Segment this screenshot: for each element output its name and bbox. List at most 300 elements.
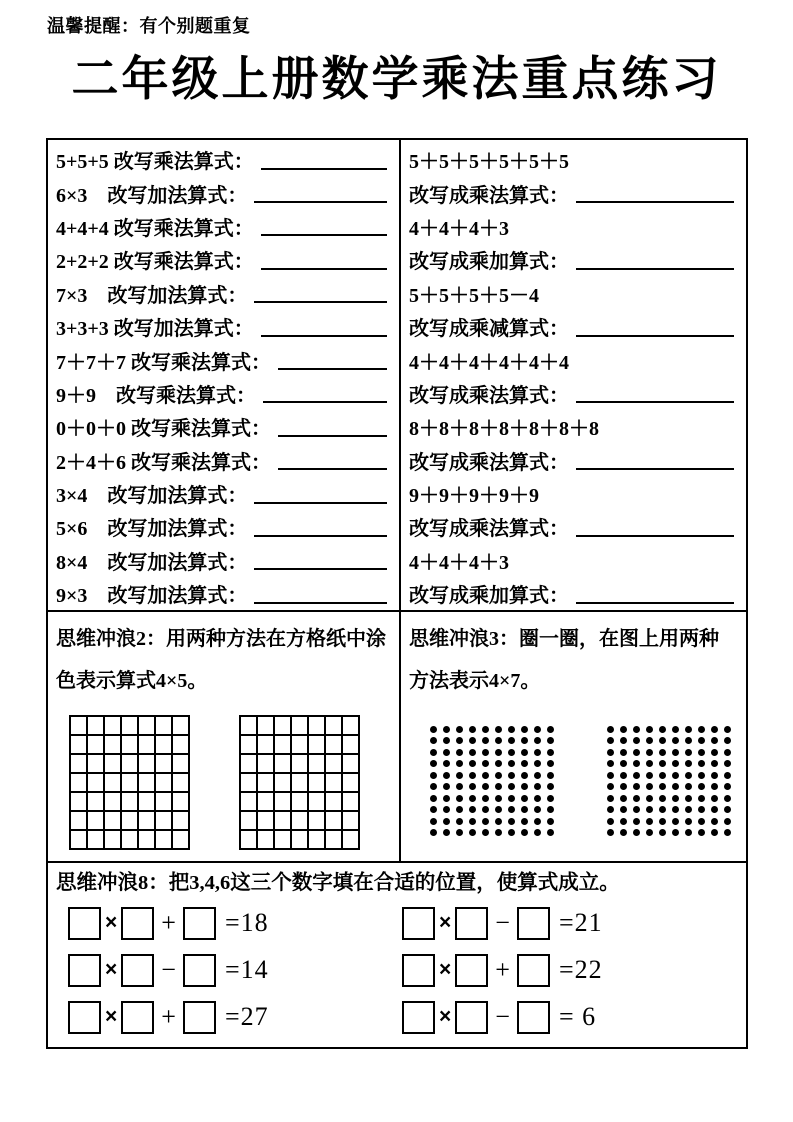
equation-row <box>402 906 736 940</box>
dot <box>430 726 437 733</box>
dot <box>646 829 653 836</box>
dot <box>607 749 614 756</box>
dot <box>521 818 528 825</box>
question-row <box>409 577 736 610</box>
grid-cell <box>326 831 343 850</box>
dot <box>430 737 437 744</box>
dot <box>633 749 640 756</box>
dot <box>469 829 476 836</box>
grid-cell <box>309 736 326 755</box>
dot <box>534 772 541 779</box>
dot <box>711 749 718 756</box>
dot <box>547 795 554 802</box>
fill-in-box <box>121 1001 154 1034</box>
dot <box>443 737 450 744</box>
grid-cell <box>173 736 190 755</box>
thinking-surf-8-section <box>48 863 746 1047</box>
multiply-operator: × <box>439 1005 452 1028</box>
grid-cell <box>241 831 258 850</box>
question-row <box>409 310 736 343</box>
question-row <box>409 343 736 376</box>
dot <box>698 726 705 733</box>
grid-cell <box>292 812 309 831</box>
question-row <box>56 243 389 276</box>
dot <box>607 829 614 836</box>
grid-cell <box>241 736 258 755</box>
fill-in-box <box>183 907 216 940</box>
add-subtract-operator: − <box>495 908 510 937</box>
dot <box>711 726 718 733</box>
grid-cell <box>173 831 190 850</box>
dot <box>443 795 450 802</box>
answer-blank-line <box>278 468 387 470</box>
question-row <box>56 343 389 376</box>
dot <box>508 806 515 813</box>
question-row <box>56 544 389 577</box>
dot <box>482 772 489 779</box>
dot <box>456 749 463 756</box>
thinking-surf-3-heading: 思维冲浪3：圈一圈，在图上用两种方法表示4×7。 <box>409 628 719 693</box>
question-row <box>56 410 389 443</box>
grid-cell <box>309 755 326 774</box>
dot <box>672 818 679 825</box>
dot <box>495 760 502 767</box>
grid-cell <box>88 831 105 850</box>
answer-blank-line <box>261 234 387 236</box>
question-text: 3×4 改写加法算式： <box>56 485 248 508</box>
grid-cell <box>343 736 360 755</box>
grid-cell <box>122 793 139 812</box>
dot <box>547 737 554 744</box>
dot <box>724 783 731 790</box>
dot <box>620 737 627 744</box>
grid-cell <box>258 736 275 755</box>
dot <box>547 829 554 836</box>
dot <box>456 829 463 836</box>
dot <box>443 783 450 790</box>
dot <box>685 749 692 756</box>
grid-cell <box>326 793 343 812</box>
dot <box>724 829 731 836</box>
grid-cell <box>343 774 360 793</box>
dot <box>711 829 718 836</box>
equation-row <box>402 1000 736 1034</box>
equation-row <box>68 953 402 987</box>
dot <box>607 726 614 733</box>
dot-array <box>427 723 557 838</box>
fill-in-box <box>455 907 488 940</box>
dot <box>633 737 640 744</box>
grid-cell <box>258 717 275 736</box>
grid-cell <box>71 755 88 774</box>
grid-cell <box>309 831 326 850</box>
fill-in-box <box>402 1001 435 1034</box>
dot <box>482 783 489 790</box>
question-row <box>409 143 736 176</box>
question-row <box>409 477 736 510</box>
dot <box>430 829 437 836</box>
dot <box>633 783 640 790</box>
grid-paper <box>239 715 360 850</box>
grid-cell <box>292 755 309 774</box>
grid-cell <box>275 755 292 774</box>
dot <box>508 749 515 756</box>
dot <box>620 749 627 756</box>
grid-paper <box>69 715 190 850</box>
grid-cell <box>292 774 309 793</box>
dot <box>521 806 528 813</box>
dot <box>547 760 554 767</box>
grid-cell <box>88 774 105 793</box>
dot <box>508 726 515 733</box>
grid-cell <box>309 717 326 736</box>
grid-cell <box>343 812 360 831</box>
question-row <box>409 444 736 477</box>
fill-in-box <box>402 954 435 987</box>
dot <box>456 818 463 825</box>
grid-cell <box>258 774 275 793</box>
fill-in-box <box>183 1001 216 1034</box>
question-text: 5×6 改写加法算式： <box>56 518 248 541</box>
dot <box>607 795 614 802</box>
question-row <box>56 377 389 410</box>
dot <box>672 737 679 744</box>
dot <box>659 829 666 836</box>
thinking-surf-3-cell <box>401 612 746 861</box>
question-text: 改写成乘减算式： <box>409 318 569 341</box>
dot <box>659 726 666 733</box>
question-text: 0＋0＋0 改写乘法算式： <box>56 418 271 441</box>
grid-cell <box>139 812 156 831</box>
dot <box>482 806 489 813</box>
grid-cell <box>343 755 360 774</box>
fill-in-box <box>121 907 154 940</box>
thinking-surf-8-heading: 思维冲浪8：把3,4,6这三个数字填在合适的位置，使算式成立。 <box>56 872 620 894</box>
multiply-operator: × <box>105 958 118 981</box>
dot <box>508 783 515 790</box>
dot <box>547 806 554 813</box>
dot <box>495 783 502 790</box>
grid-cell <box>326 774 343 793</box>
dot <box>607 737 614 744</box>
equation-row <box>68 1000 402 1034</box>
grid-cell <box>105 717 122 736</box>
dot <box>469 818 476 825</box>
equation-row <box>68 906 402 940</box>
question-row <box>409 176 736 209</box>
answer-blank-line <box>278 368 387 370</box>
dot <box>430 760 437 767</box>
dot <box>698 829 705 836</box>
dot <box>443 726 450 733</box>
dot <box>469 749 476 756</box>
dot <box>711 737 718 744</box>
dot <box>607 783 614 790</box>
fill-in-box <box>68 1001 101 1034</box>
dot <box>685 737 692 744</box>
dot <box>607 818 614 825</box>
dot <box>469 760 476 767</box>
dot <box>430 818 437 825</box>
dot <box>659 737 666 744</box>
dot <box>495 737 502 744</box>
dot <box>469 783 476 790</box>
dot <box>633 806 640 813</box>
reminder-note: 温馨提醒：有个别题重复 <box>47 16 251 36</box>
question-row <box>56 477 389 510</box>
grid-cell <box>139 736 156 755</box>
add-subtract-operator: − <box>161 955 176 984</box>
dot <box>495 772 502 779</box>
dot <box>685 795 692 802</box>
question-row <box>409 243 736 276</box>
dot <box>698 772 705 779</box>
dot <box>521 783 528 790</box>
add-subtract-operator: + <box>161 1002 176 1031</box>
dot <box>430 806 437 813</box>
question-row <box>56 277 389 310</box>
multiply-operator: × <box>105 911 118 934</box>
grid-cell <box>105 774 122 793</box>
dot <box>620 726 627 733</box>
dot <box>482 760 489 767</box>
dot <box>672 806 679 813</box>
grid-cell <box>258 793 275 812</box>
fill-in-box <box>68 954 101 987</box>
grid-cell <box>88 793 105 812</box>
dot <box>482 818 489 825</box>
grid-cell <box>71 812 88 831</box>
dot <box>659 806 666 813</box>
grid-cell <box>292 831 309 850</box>
dot <box>685 783 692 790</box>
answer-blank-line <box>576 468 734 470</box>
grid-cell <box>122 812 139 831</box>
dot <box>620 818 627 825</box>
equation-column <box>68 906 402 1047</box>
dot <box>724 760 731 767</box>
dot <box>659 783 666 790</box>
dot <box>534 783 541 790</box>
dot <box>534 749 541 756</box>
dot <box>547 726 554 733</box>
dot <box>724 737 731 744</box>
answer-blank-line <box>576 535 734 537</box>
grid-cell <box>275 831 292 850</box>
answer-blank-line <box>254 568 387 570</box>
dot <box>724 726 731 733</box>
dot <box>620 795 627 802</box>
dot <box>646 772 653 779</box>
dot <box>534 760 541 767</box>
grid-cell <box>241 812 258 831</box>
grid-cell <box>292 717 309 736</box>
answer-blank-line <box>576 335 734 337</box>
multiply-operator: × <box>439 958 452 981</box>
dot <box>508 760 515 767</box>
dot <box>482 795 489 802</box>
grid-cell <box>173 774 190 793</box>
dot <box>443 829 450 836</box>
dot <box>672 795 679 802</box>
grid-cell <box>292 736 309 755</box>
dot <box>672 772 679 779</box>
dot <box>495 749 502 756</box>
question-row <box>56 143 389 176</box>
dot <box>430 749 437 756</box>
dot <box>430 795 437 802</box>
dot <box>534 818 541 825</box>
dot <box>672 760 679 767</box>
equation-result: =18 <box>224 908 269 937</box>
question-text: 8＋8＋8＋8＋8＋8＋8 <box>409 418 599 441</box>
page-title: 二年级上册数学乘法重点练习 <box>71 54 722 106</box>
equation-result: =14 <box>224 955 269 984</box>
equation-result: =22 <box>558 955 603 984</box>
dot <box>456 795 463 802</box>
rewrite-exercises-section <box>48 140 746 612</box>
answer-blank-line <box>254 502 387 504</box>
grid-cell <box>71 736 88 755</box>
dot <box>521 829 528 836</box>
answer-blank-line <box>261 268 387 270</box>
dot <box>456 806 463 813</box>
question-text: 4+4+4 改写乘法算式： <box>56 217 254 240</box>
grid-cell <box>275 736 292 755</box>
answer-blank-line <box>254 201 387 203</box>
grid-cell <box>122 755 139 774</box>
fill-in-box <box>183 954 216 987</box>
grid-cell <box>105 736 122 755</box>
dot <box>547 818 554 825</box>
answer-blank-line <box>576 401 734 403</box>
answer-blank-line <box>254 301 387 303</box>
dot-array <box>604 723 734 838</box>
dot <box>607 772 614 779</box>
dot <box>469 726 476 733</box>
grid-cell <box>156 793 173 812</box>
grid-cell <box>139 793 156 812</box>
grid-cell <box>258 812 275 831</box>
grid-cell <box>173 717 190 736</box>
dot <box>508 737 515 744</box>
grid-cell <box>326 812 343 831</box>
dot <box>521 795 528 802</box>
dot <box>521 760 528 767</box>
dot <box>456 760 463 767</box>
dot <box>456 726 463 733</box>
question-text: 7×3 改写加法算式： <box>56 284 248 307</box>
dot <box>443 818 450 825</box>
dot <box>521 737 528 744</box>
thinking-surf-2-heading: 思维冲浪2：用两种方法在方格纸中涂色表示算式4×5。 <box>56 628 386 693</box>
dot <box>659 749 666 756</box>
grid-cell <box>241 793 258 812</box>
dot <box>495 726 502 733</box>
dot <box>698 795 705 802</box>
dot <box>456 737 463 744</box>
question-text: 改写成乘法算式： <box>409 451 569 474</box>
dot <box>430 783 437 790</box>
equation-groups <box>56 906 736 1047</box>
dot <box>711 760 718 767</box>
answer-blank-line <box>278 435 387 437</box>
dot <box>620 760 627 767</box>
dot <box>711 783 718 790</box>
question-row <box>409 277 736 310</box>
question-row <box>409 544 736 577</box>
question-text: 2＋4＋6 改写乘法算式： <box>56 451 271 474</box>
question-row <box>56 510 389 543</box>
dot <box>685 806 692 813</box>
dot <box>633 829 640 836</box>
dot <box>646 749 653 756</box>
question-text: 4＋4＋4＋3 <box>409 217 509 240</box>
question-row <box>56 310 389 343</box>
grid-cell <box>88 755 105 774</box>
dot <box>469 737 476 744</box>
question-text: 改写成乘法算式： <box>409 184 569 207</box>
question-row <box>409 410 736 443</box>
dot <box>607 760 614 767</box>
question-row <box>56 210 389 243</box>
dot <box>633 760 640 767</box>
grid-cell <box>88 736 105 755</box>
question-text: 4＋4＋4＋4＋4＋4 <box>409 351 569 374</box>
equation-column <box>402 906 736 1047</box>
answer-blank-line <box>261 168 387 170</box>
answer-blank-line <box>261 335 387 337</box>
grid-cell <box>275 717 292 736</box>
grid-cell <box>241 717 258 736</box>
dot <box>443 806 450 813</box>
grid-cell <box>258 755 275 774</box>
dot <box>711 806 718 813</box>
dot <box>724 806 731 813</box>
dot <box>620 806 627 813</box>
dot <box>443 749 450 756</box>
grid-cell <box>275 793 292 812</box>
question-row <box>56 444 389 477</box>
grid-cell <box>275 812 292 831</box>
equation-row <box>402 953 736 987</box>
dot <box>646 806 653 813</box>
equation-result: =27 <box>224 1002 269 1031</box>
grid-cell <box>241 774 258 793</box>
grid-cell <box>326 755 343 774</box>
dot <box>646 737 653 744</box>
grid-cell <box>156 812 173 831</box>
grid-cell <box>71 793 88 812</box>
dot <box>620 783 627 790</box>
dot <box>443 772 450 779</box>
fill-in-box <box>121 954 154 987</box>
dot <box>659 772 666 779</box>
question-text: 9×3 改写加法算式： <box>56 585 248 608</box>
question-text: 改写成乘加算式： <box>409 585 569 608</box>
grid-cell <box>105 831 122 850</box>
dot <box>685 772 692 779</box>
grid-cell <box>326 736 343 755</box>
dot <box>482 726 489 733</box>
grid-cell <box>173 793 190 812</box>
question-text: 改写成乘法算式： <box>409 518 569 541</box>
dot <box>508 795 515 802</box>
dot <box>534 806 541 813</box>
dot <box>698 818 705 825</box>
grid-cell <box>156 831 173 850</box>
grid-cell <box>156 717 173 736</box>
